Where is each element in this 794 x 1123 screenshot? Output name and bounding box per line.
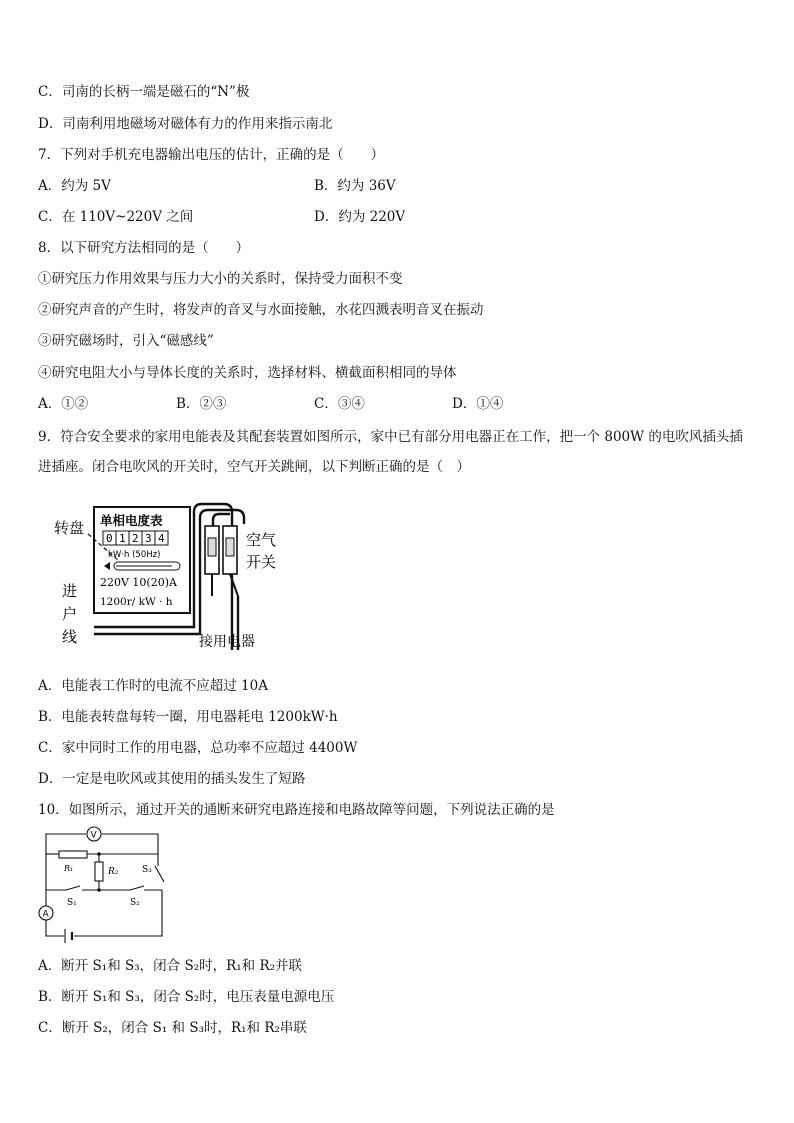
air-switch-1 <box>205 526 219 596</box>
circuit-diagram <box>34 824 174 944</box>
q8-option-a: A．①② <box>38 396 89 412</box>
r2-label: R₂ <box>108 867 119 877</box>
s1-label: S₁ <box>67 898 77 908</box>
r1-label: R₁ <box>64 864 74 873</box>
q10-option-a: A．断开 S₁和 S₃，闭合 S₂时，R₁和 R₂并联 <box>38 958 303 974</box>
q9-option-b: B．电能表转盘每转一圈，用电器耗电 1200kW·h <box>38 709 338 725</box>
meter-digit: 0 <box>106 532 113 545</box>
meter-constant: 1200r/ kW · h <box>100 596 173 608</box>
junction-node <box>97 888 101 892</box>
meter-digit: 1 <box>119 532 126 545</box>
meter-dial-window <box>104 562 180 570</box>
question-9-line-2: 进插座。闭合电吹风的开关时，空气开关跳闸，以下判断正确的是（ ） <box>38 459 470 475</box>
q8-statement-4: ④研究电阻大小与导体长度的关系时，选择材料、横截面积相同的导体 <box>38 365 457 381</box>
meter-rating: 220V 10(20)A <box>100 576 177 589</box>
q7-option-b: B．约为 36V <box>314 178 396 194</box>
meter-digit: 3 <box>145 532 152 545</box>
meter-digit: 2 <box>132 532 139 545</box>
ammeter-label: A <box>42 909 49 920</box>
q9-option-c: C．家中同时工作的用电器，总功率不应超过 4400W <box>38 740 358 756</box>
s2-label: S₂ <box>130 898 140 908</box>
question-10: 10．如图所示，通过开关的通断来研究电路连接和电路故障等问题，下列说法正确的是 <box>38 802 555 818</box>
junction-node <box>97 852 101 856</box>
q7-option-c: C．在 110V~220V 之间 <box>38 209 194 225</box>
q7-option-d: D．约为 220V <box>314 209 406 225</box>
q7-option-a: A．约为 5V <box>38 178 111 194</box>
meter-unit-line: kW·h (50Hz) <box>108 550 161 560</box>
breaker-label-1: 空气 <box>246 531 277 549</box>
question-7: 7．下列对手机充电器输出电压的估计，正确的是（ ） <box>38 147 385 163</box>
question-9-line-1: 9．符合安全要求的家用电能表及其配套装置如图所示，家中已有部分用电器正在工作，把一个 800W 的电吹风插头插 <box>38 429 743 445</box>
q10-option-b: B．断开 S₁和 S₃，闭合 S₂时，电压表量电源电压 <box>38 989 335 1005</box>
q8-option-d: D．①④ <box>452 396 504 412</box>
q8-option-b: B．②③ <box>176 396 227 412</box>
meter-digit-boxes <box>103 531 168 545</box>
meter-title: 单相电度表 <box>100 513 163 528</box>
q9-option-d: D．一定是电吹风或其使用的插头发生了短路 <box>38 771 306 787</box>
battery-icon <box>65 929 72 943</box>
air-switch-2 <box>223 526 238 596</box>
q8-options <box>38 395 590 413</box>
option-c-previous: C．司南的长柄一端是磁石的“N”极 <box>38 84 250 100</box>
incoming-label-3: 线 <box>62 628 78 646</box>
dial-label: 转盘 <box>54 519 85 537</box>
switch-s1 <box>66 886 80 890</box>
load-label: 接用电器 <box>199 634 255 650</box>
electric-meter-figure <box>48 500 278 655</box>
breaker-label-2: 开关 <box>246 553 277 571</box>
resistor-r1 <box>59 851 87 858</box>
switch-s2 <box>130 886 144 890</box>
q9-option-a: A．电能表工作时的电流不应超过 10A <box>38 678 268 694</box>
meter-digit: 4 <box>158 532 165 545</box>
voltmeter-label: V <box>90 830 97 841</box>
q8-option-c: C．③④ <box>314 396 365 412</box>
s3-label: S₃ <box>142 865 152 875</box>
question-8: 8．以下研究方法相同的是（ ） <box>38 240 250 256</box>
q10-option-c: C．断开 S₂，闭合 S₁ 和 S₃时，R₁和 R₂串联 <box>38 1020 307 1036</box>
option-d-previous: D．司南利用地磁场对磁体有力的作用来指示南北 <box>38 116 333 132</box>
q8-statement-3: ③研究磁场时，引入“磁感线” <box>38 333 214 349</box>
incoming-label-1: 进 <box>62 582 78 600</box>
circuit-wires <box>46 834 164 936</box>
resistor-r2 <box>95 862 103 881</box>
incoming-label-2: 户 <box>62 605 78 623</box>
q8-statement-1: ①研究压力作用效果与压力大小的关系时，保持受力面积不变 <box>38 271 403 287</box>
q8-statement-2: ②研究声音的产生时，将发声的音叉与水面接触，水花四溅表明音叉在振动 <box>38 302 484 318</box>
